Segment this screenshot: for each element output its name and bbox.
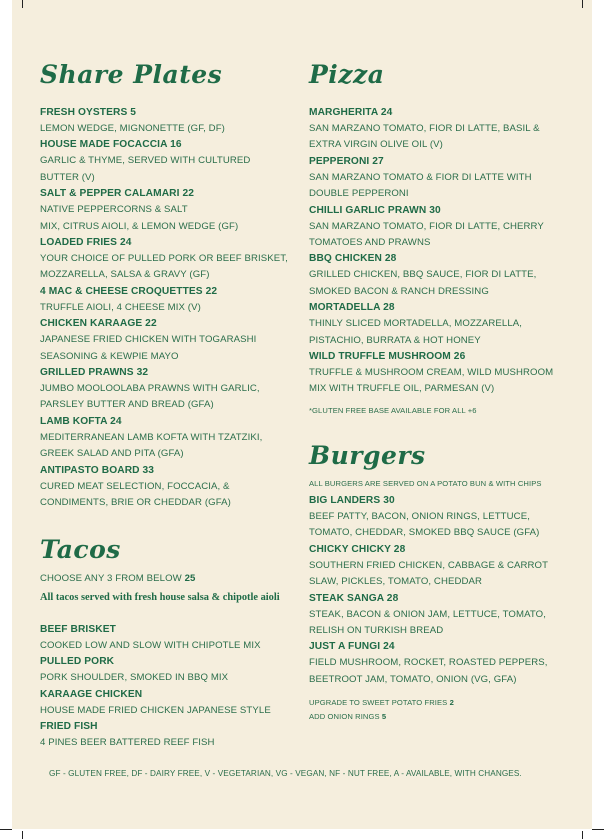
menu-item-description: HOUSE MADE FRIED CHICKEN JAPANESE STYLE <box>40 704 271 716</box>
pizza-section <box>309 58 559 417</box>
menu-item-description: STEAK, BACON & ONION JAM, LETTUCE, TOMATO, <box>309 608 546 620</box>
menu-item <box>309 251 559 300</box>
menu-item <box>40 105 290 137</box>
menu-item-description: TOMATO, CHEDDAR, SMOKED BBQ SAUCE (GFA) <box>309 527 540 539</box>
menu-item-description: PORK SHOULDER, SMOKED IN BBQ MIX <box>40 672 229 684</box>
menu-item-description: 4 PINES BEER BATTERED REEF FISH <box>40 737 215 749</box>
tacos-choose-text: CHOOSE ANY 3 FROM BELOW <box>40 572 185 584</box>
menu-item-description: JUMBO MOOLOOLABA PRAWNS WITH GARLIC, <box>40 383 260 395</box>
onion-rings-line <box>309 711 559 723</box>
menu-item <box>309 203 559 252</box>
menu-item-description: SEASONING & KEWPIE MAYO <box>40 350 179 362</box>
menu-item <box>40 137 290 186</box>
menu-item-name: PULLED PORK <box>40 656 115 668</box>
menu-item <box>40 365 290 414</box>
menu-item <box>309 591 559 640</box>
menu-item <box>309 542 559 591</box>
tacos-list <box>40 622 290 752</box>
menu-item-description: SAN MARZANO TOMATO, FIOR DI LATTE, BASIL & <box>309 123 540 134</box>
crop-mark <box>22 0 23 8</box>
menu-item-description: SMOKED BACON & RANCH DRESSING <box>309 285 489 297</box>
menu-item-description: SAN MARZANO TOMATO, FIOR DI LATTE, CHERRY <box>309 220 544 232</box>
tacos-serving-note: All tacos served with fresh house salsa & chipotle aioli <box>40 591 280 603</box>
menu-item-description: SAN MARZANO TOMATO & FIOR DI LATTE WITH <box>309 171 532 183</box>
menu-item-name: PEPPERONI 27 <box>309 155 384 167</box>
upgrade-fries-text: UPGRADE TO SWEET POTATO FRIES <box>309 698 450 708</box>
tacos-choose-line <box>40 571 290 587</box>
menu-item-description: YOUR CHOICE OF PULLED PORK OR BEEF BRISKET, <box>40 253 288 265</box>
menu-item <box>40 654 290 686</box>
menu-item <box>309 639 559 688</box>
menu-item-description: EXTRA VIRGIN OLIVE OIL (V) <box>309 139 443 151</box>
menu-item-name: ANTIPASTO BOARD 33 <box>40 464 155 476</box>
menu-item-name: BBQ CHICKEN 28 <box>309 253 397 265</box>
menu-item-name: CHICKY CHICKY 28 <box>309 543 406 555</box>
menu-item-description: PISTACHIO, BURRATA & HOT HONEY <box>309 334 481 346</box>
menu-item-description: TOMATOES AND PRAWNS <box>309 237 431 249</box>
menu-item-name: WILD TRUFFLE MUSHROOM 26 <box>309 351 466 363</box>
menu-item <box>40 235 290 284</box>
menu-item <box>40 414 290 463</box>
menu-item-name: BEEF BRISKET <box>40 623 116 635</box>
menu-item-description: GRILLED CHICKEN, BBQ SAUCE, FIOR DI LATTE, <box>309 269 537 281</box>
menu-item <box>309 349 559 398</box>
menu-item-description: CURED MEAT SELECTION, FOCCACIA, & <box>40 480 230 492</box>
burgers-heading: Burgers <box>309 440 426 470</box>
menu-item-name: MARGHERITA 24 <box>309 107 393 118</box>
menu-item <box>40 284 290 316</box>
menu-item <box>309 105 559 154</box>
pizza-list <box>309 105 559 398</box>
menu-item-name: CHILLI GARLIC PRAWN 30 <box>309 204 441 216</box>
crop-mark <box>592 829 604 830</box>
tacos-section <box>40 533 290 752</box>
menu-item <box>40 316 290 365</box>
menu-item-description: GREEK SALAD AND PITA (GFA) <box>40 448 184 460</box>
menu-item-description: TRUFFLE & MUSHROOM CREAM, WILD MUSHROOM <box>309 367 554 379</box>
right-column <box>309 58 559 723</box>
menu-item-description: SLAW, PICKLES, TOMATO, CHEDDAR <box>309 576 483 588</box>
share-plates-list <box>40 105 290 512</box>
burgers-section <box>309 439 559 723</box>
menu-item-name: STEAK SANGA 28 <box>309 592 399 604</box>
menu-item <box>309 493 559 542</box>
menu-item-name: BIG LANDERS 30 <box>309 494 395 506</box>
menu-item-description: NATIVE PEPPERCORNS & SALT <box>40 204 188 216</box>
menu-item-description: CONDIMENTS, BRIE OR CHEDDAR (GFA) <box>40 497 231 509</box>
menu-item-description: THINLY SLICED MORTADELLA, MOZZARELLA, <box>309 318 523 330</box>
menu-item <box>40 719 290 751</box>
menu-item-description: PARSLEY BUTTER AND BREAD (GFA) <box>40 399 214 411</box>
menu-item <box>40 186 290 235</box>
menu-item-name: HOUSE MADE FOCACCIA 16 <box>40 139 182 151</box>
menu-item-description: SOUTHERN FRIED CHICKEN, CABBAGE & CARROT <box>309 559 549 571</box>
left-column <box>40 58 290 752</box>
menu-item-description: BEETROOT JAM, TOMATO, ONION (VG, GFA) <box>309 673 517 685</box>
share-plates-heading: Share Plates <box>40 60 223 89</box>
menu-item-description: DOUBLE PEPPERONI <box>309 188 409 200</box>
menu-item <box>40 463 290 512</box>
menu-item-description: FIELD MUSHROOM, ROCKET, ROASTED PEPPERS, <box>309 657 548 669</box>
menu-item-name: GRILLED PRAWNS 32 <box>40 367 149 379</box>
menu-item-name: SALT & PEPPER CALAMARI 22 <box>40 188 195 200</box>
menu-item-description: COOKED LOW AND SLOW WITH CHIPOTLE MIX <box>40 639 261 651</box>
menu-item-description: MIX WITH TRUFFLE OIL, PARMESAN (V) <box>309 383 495 395</box>
upgrade-fries-line <box>309 697 559 709</box>
crop-mark <box>22 831 23 839</box>
menu-item-description: MIX, CITRUS AIOLI, & LEMON WEDGE (GF) <box>40 220 239 232</box>
pizza-heading: Pizza <box>309 60 385 89</box>
menu-item-description: LEMON WEDGE, MIGNONETTE (GF, DF) <box>40 123 225 134</box>
pizza-gluten-note: *GLUTEN FREE BASE AVAILABLE FOR ALL +6 <box>309 405 477 415</box>
burgers-list <box>309 493 559 688</box>
menu-item-description: MEDITERRANEAN LAMB KOFTA WITH TZATZIKI, <box>40 431 263 443</box>
menu-item-name: JUST A FUNGI 24 <box>309 641 395 653</box>
upgrade-fries-price: 2 <box>449 698 454 708</box>
share-plates-section <box>40 58 290 512</box>
crop-mark <box>582 831 583 839</box>
menu-item-name: LOADED FRIES 24 <box>40 237 132 249</box>
menu-item-name: MORTADELLA 28 <box>309 302 395 314</box>
menu-item-name: CHICKEN KARAAGE 22 <box>40 318 157 330</box>
menu-item <box>40 687 290 719</box>
tacos-choose-price: 25 <box>184 572 196 584</box>
menu-item-description: RELISH ON TURKISH BREAD <box>309 624 444 636</box>
menu-item-name: FRIED FISH <box>40 721 98 733</box>
onion-rings-text: ADD ONION RINGS <box>309 712 382 722</box>
menu-item-description: JAPANESE FRIED CHICKEN WITH TOGARASHI <box>40 334 257 346</box>
menu-item <box>309 300 559 349</box>
menu-item-name: 4 MAC & CHEESE CROQUETTES 22 <box>40 285 218 297</box>
menu-item-name: FRESH OYSTERS 5 <box>40 107 137 118</box>
menu-item-name: LAMB KOFTA 24 <box>40 415 122 427</box>
menu-item-name: KARAAGE CHICKEN <box>40 688 143 700</box>
menu-item-description: GARLIC & THYME, SERVED WITH CULTURED BUTTER (V) <box>40 155 251 183</box>
onion-rings-price: 5 <box>381 712 387 722</box>
tacos-heading: Tacos <box>40 534 121 564</box>
crop-mark <box>582 0 583 8</box>
menu-item-description: BEEF PATTY, BACON, ONION RINGS, LETTUCE, <box>309 510 530 522</box>
menu-item <box>40 622 290 654</box>
burgers-intro: ALL BURGERS ARE SERVED ON A POTATO BUN & WITH CHIPS <box>309 478 542 488</box>
dietary-legend: GF - GLUTEN FREE, DF - DAIRY FREE, V - VEGETARIAN, VG - VEGAN, NF - NUT FREE, A - AVAILABLE, WITH CHANGES. <box>49 769 522 778</box>
crop-mark <box>0 829 12 830</box>
menu-item-description: MOZZARELLA, SALSA & GRAVY (GF) <box>40 269 210 281</box>
menu-item-description: TRUFFLE AIOLI, 4 CHEESE MIX (V) <box>40 301 201 313</box>
menu-item <box>309 154 559 203</box>
